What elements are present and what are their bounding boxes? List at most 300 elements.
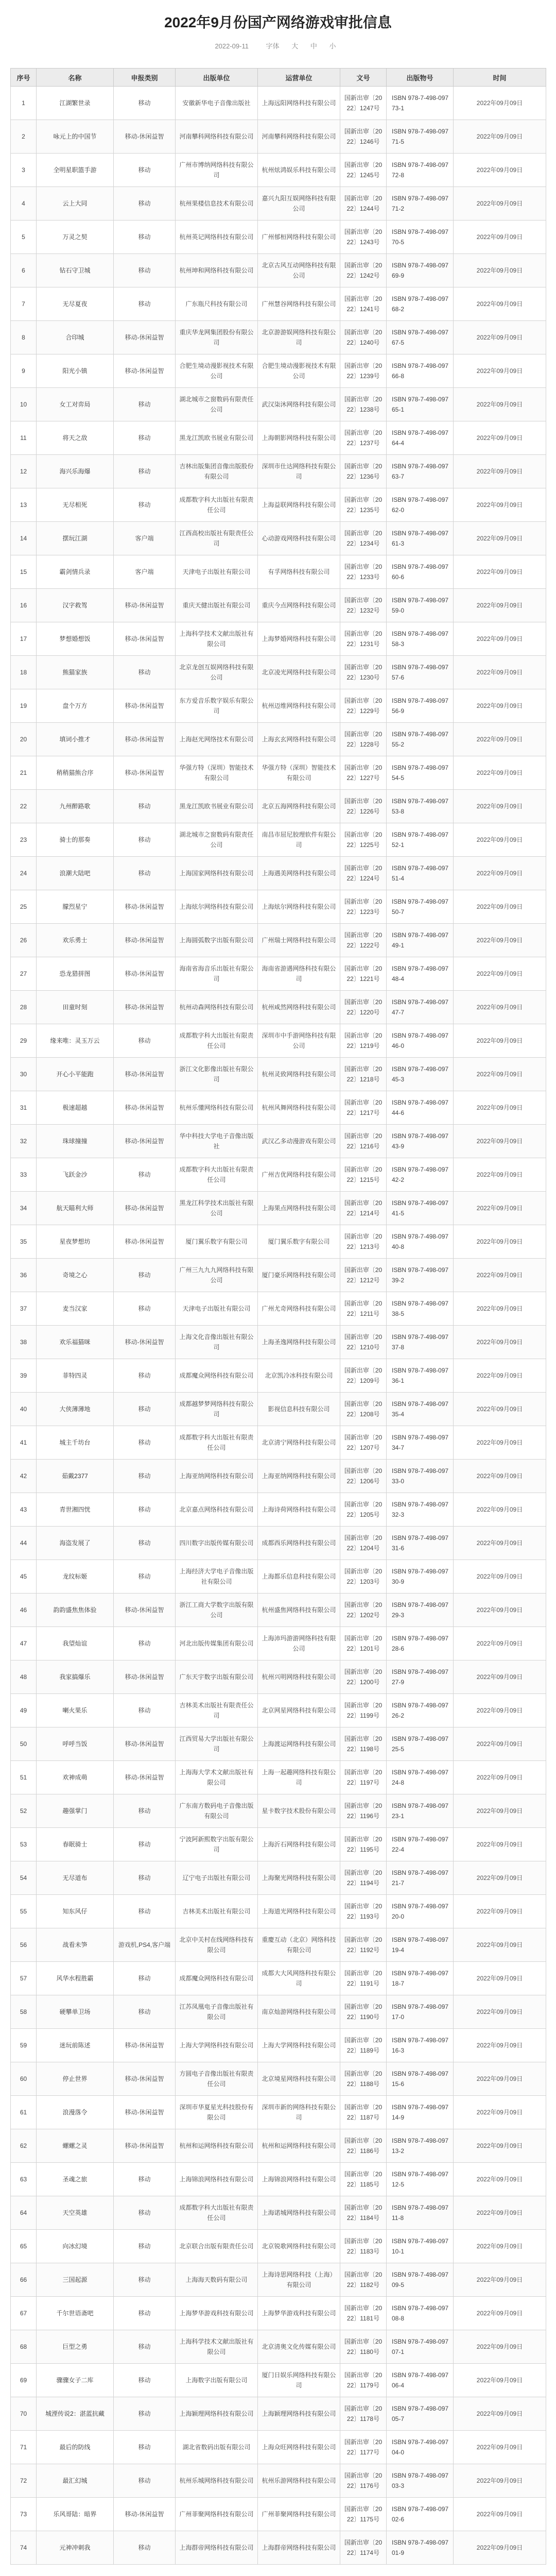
cell-name: 硬攀单卫场: [37, 1995, 114, 2029]
table-row: [11, 2498, 546, 2531]
cell-no: 74: [11, 2531, 37, 2565]
cell-no: 13: [11, 488, 37, 522]
font-size-mid-button[interactable]: 中: [310, 42, 317, 50]
cell-name: 全明星职篮手游: [37, 154, 114, 187]
cell-name: 海盗发展了: [37, 1527, 114, 1560]
cell-isbn: ISBN 978-7-498-09748-4: [387, 957, 454, 991]
table-row: [11, 1660, 546, 1694]
cell-document-number: 国新出审〔2022〕1236号: [340, 455, 387, 488]
cell-isbn: ISBN 978-7-498-09756-9: [387, 689, 454, 723]
cell-date: 2022年09月09日: [454, 555, 546, 589]
cell-type: 移动: [114, 455, 176, 488]
cell-type: 移动-休闲益智: [114, 1192, 176, 1225]
cell-no: 18: [11, 656, 37, 689]
cell-type: 移动-休闲益智: [114, 890, 176, 924]
cell-isbn: ISBN 978-7-498-09757-6: [387, 656, 454, 689]
cell-name: 汉字救驾: [37, 589, 114, 622]
cell-operator: 上海渡运网络科技有限公司: [258, 1727, 340, 1761]
cell-document-number: 国新出审〔2022〕1206号: [340, 1460, 387, 1493]
cell-date: 2022年09月09日: [454, 221, 546, 254]
table-row: [11, 388, 546, 421]
cell-name: 熊猫家族: [37, 656, 114, 689]
table-row: [11, 991, 546, 1024]
cell-no: 50: [11, 1727, 37, 1761]
cell-no: 59: [11, 2029, 37, 2062]
cell-date: 2022年09月09日: [454, 622, 546, 656]
table-row: [11, 890, 546, 924]
cell-operator: 河南攀科网络科技有限公司: [258, 120, 340, 154]
cell-isbn: ISBN 978-7-498-09773-1: [387, 87, 454, 120]
cell-name: 骑士的那奏: [37, 823, 114, 857]
cell-type: 移动-休闲益智: [114, 1225, 176, 1259]
cell-operator: 上海沛玛游游网络科技有限公司: [258, 1627, 340, 1660]
cell-document-number: 国新出审〔2022〕1205号: [340, 1493, 387, 1527]
cell-publisher: 广州菲聚网络科技有限公司: [176, 2498, 258, 2531]
cell-date: 2022年09月09日: [454, 1962, 546, 1995]
cell-name: 战看未笋: [37, 1928, 114, 1962]
cell-no: 71: [11, 2431, 37, 2464]
cell-no: 16: [11, 589, 37, 622]
table-row: [11, 187, 546, 221]
cell-document-number: 国新出审〔2022〕1192号: [340, 1928, 387, 1962]
cell-date: 2022年09月09日: [454, 2464, 546, 2498]
cell-no: 40: [11, 1393, 37, 1426]
table-row: [11, 2431, 546, 2464]
cell-operator: 杭州灵致网络科技有限公司: [258, 1058, 340, 1091]
table-body: [11, 87, 546, 2565]
cell-operator: 华强方特（深圳）智能技术有限公司: [258, 756, 340, 790]
cell-document-number: 国新出审〔2022〕1209号: [340, 1359, 387, 1393]
cell-isbn: ISBN 978-7-498-09733-0: [387, 1460, 454, 1493]
table-row: [11, 1225, 546, 1259]
cell-type: 移动: [114, 857, 176, 890]
table-row: [11, 823, 546, 857]
cell-date: 2022年09月09日: [454, 1259, 546, 1292]
cell-type: 移动: [114, 221, 176, 254]
cell-operator: 北京锐歌网络科技有限公司: [258, 2230, 340, 2263]
cell-no: 73: [11, 2498, 37, 2531]
approval-table: [10, 68, 546, 2565]
cell-date: 2022年09月09日: [454, 2397, 546, 2431]
cell-date: 2022年09月09日: [454, 1359, 546, 1393]
cell-no: 22: [11, 790, 37, 823]
cell-operator: 广州瑞士网络科技有限公司: [258, 924, 340, 957]
table-row: [11, 321, 546, 354]
cell-isbn: ISBN 978-7-498-09720-0: [387, 1895, 454, 1928]
cell-publisher: 杭州果楼信息技术有限公司: [176, 187, 258, 221]
cell-name: 菲特四灵: [37, 1359, 114, 1393]
cell-operator: 杭州乐游网络科技有限公司: [258, 2464, 340, 2498]
cell-document-number: 国新出审〔2022〕1195号: [340, 1828, 387, 1861]
cell-operator: 上海炫尔网络科技有限公司: [258, 890, 340, 924]
cell-type: 移动-休闲益智: [114, 2096, 176, 2129]
cell-name: 九州醉路歌: [37, 790, 114, 823]
cell-date: 2022年09月09日: [454, 1058, 546, 1091]
table-row: [11, 1694, 546, 1727]
table-row: [11, 354, 546, 388]
cell-date: 2022年09月09日: [454, 455, 546, 488]
cell-document-number: 国新出审〔2022〕1184号: [340, 2196, 387, 2230]
cell-document-number: 国新出审〔2022〕1186号: [340, 2129, 387, 2163]
cell-name: 无尽夏夜: [37, 287, 114, 321]
cell-date: 2022年09月09日: [454, 2263, 546, 2297]
cell-no: 19: [11, 689, 37, 723]
cell-isbn: ISBN 978-7-498-09752-1: [387, 823, 454, 857]
cell-date: 2022年09月09日: [454, 321, 546, 354]
cell-publisher: 河北出版传媒集团有限公司: [176, 1627, 258, 1660]
cell-name: 星夜梦想坊: [37, 1225, 114, 1259]
cell-publisher: 四川数字出版传媒有限公司: [176, 1527, 258, 1560]
cell-document-number: 国新出审〔2022〕1226号: [340, 790, 387, 823]
cell-date: 2022年09月09日: [454, 857, 546, 890]
cell-publisher: 合肥生境动漫影视技术有限公司: [176, 354, 258, 388]
table-row: [11, 1828, 546, 1861]
cell-operator: 杭州盛焦网络科技有限公司: [258, 1594, 340, 1627]
cell-date: 2022年09月09日: [454, 1493, 546, 1527]
cell-publisher: 上海文化音像出版社有限公司: [176, 1326, 258, 1359]
cell-date: 2022年09月09日: [454, 2297, 546, 2330]
table-row: [11, 254, 546, 287]
header-type: 申报类别: [114, 69, 176, 87]
cell-no: 29: [11, 1024, 37, 1058]
cell-no: 42: [11, 1460, 37, 1493]
table-row: [11, 1594, 546, 1627]
cell-name: 江湖繁世录: [37, 87, 114, 120]
cell-publisher: 广东瓶尺科技有限公司: [176, 287, 258, 321]
cell-type: 移动: [114, 1359, 176, 1393]
cell-operator: 成都大大风网络科技有限公司: [258, 1962, 340, 1995]
table-row: [11, 221, 546, 254]
cell-no: 6: [11, 254, 37, 287]
cell-date: 2022年09月09日: [454, 1125, 546, 1158]
cell-date: 2022年09月09日: [454, 2029, 546, 2062]
cell-document-number: 国新出审〔2022〕1221号: [340, 957, 387, 991]
table-row: [11, 1125, 546, 1158]
cell-type: 移动: [114, 1527, 176, 1560]
cell-publisher: 重庆华龙网集团股份有限公司: [176, 321, 258, 354]
cell-name: 女工对弈局: [37, 388, 114, 421]
cell-operator: 嘉兴九阳互娱网络科技有限公司: [258, 187, 340, 221]
cell-operator: 上海诗思网络科技（上海）有限公司: [258, 2263, 340, 2297]
cell-publisher: 杭州坤和网络科技有限公司: [176, 254, 258, 287]
cell-publisher: 上海颖理网络科技有限公司: [176, 2397, 258, 2431]
cell-publisher: 上海经济大学电子音像出版社有限公司: [176, 1560, 258, 1594]
cell-operator: 上海道光网络科技有限公司: [258, 1895, 340, 1928]
cell-isbn: ISBN 978-7-498-09717-0: [387, 1995, 454, 2029]
cell-operator: 杭州和运网络科技有限公司: [258, 2129, 340, 2163]
cell-name: 摆玩江湖: [37, 522, 114, 555]
cell-operator: 心动游戏网络科技有限公司: [258, 522, 340, 555]
cell-date: 2022年09月09日: [454, 2062, 546, 2096]
cell-type: 移动: [114, 87, 176, 120]
cell-name: 万灵之契: [37, 221, 114, 254]
cell-isbn: ISBN 978-7-498-09727-9: [387, 1660, 454, 1694]
cell-document-number: 国新出审〔2022〕1244号: [340, 187, 387, 221]
cell-document-number: 国新出审〔2022〕1210号: [340, 1326, 387, 1359]
cell-name: 咏元上的中国节: [37, 120, 114, 154]
cell-document-number: 国新出审〔2022〕1232号: [340, 589, 387, 622]
cell-publisher: 成都越梦梦网络科技有限公司: [176, 1393, 258, 1426]
cell-type: 移动-休闲益智: [114, 1326, 176, 1359]
cell-document-number: 国新出审〔2022〕1196号: [340, 1794, 387, 1828]
cell-isbn: ISBN 978-7-498-09770-5: [387, 221, 454, 254]
cell-type: 移动: [114, 1995, 176, 2029]
cell-type: 客户端: [114, 522, 176, 555]
cell-type: 客户端: [114, 555, 176, 589]
cell-operator: 上海梦华游戏科技有限公司: [258, 2297, 340, 2330]
cell-no: 67: [11, 2297, 37, 2330]
table-row: [11, 2397, 546, 2431]
cell-type: 移动: [114, 154, 176, 187]
cell-no: 23: [11, 823, 37, 857]
header-name: 名称: [37, 69, 114, 87]
cell-publisher: 成都数字科大出版社有限责任公司: [176, 1158, 258, 1192]
cell-isbn: ISBN 978-7-498-09760-6: [387, 555, 454, 589]
cell-document-number: 国新出审〔2022〕1193号: [340, 1895, 387, 1928]
cell-document-number: 国新出审〔2022〕1203号: [340, 1560, 387, 1594]
cell-no: 69: [11, 2364, 37, 2397]
cell-operator: 上海聚光网络科技有限公司: [258, 1861, 340, 1895]
cell-no: 48: [11, 1660, 37, 1694]
cell-name: 我家搞爆乐: [37, 1660, 114, 1694]
cell-date: 2022年09月09日: [454, 388, 546, 421]
cell-operator: 南昌市屈尼胶理软件有限公司: [258, 823, 340, 857]
cell-isbn: ISBN 978-7-498-09746-0: [387, 1024, 454, 1058]
cell-name: 欢乐勇士: [37, 924, 114, 957]
cell-operator: 深圳市中手游网络科技有限公司: [258, 1024, 340, 1058]
cell-no: 38: [11, 1326, 37, 1359]
cell-date: 2022年09月09日: [454, 890, 546, 924]
cell-name: 千尔世语斋吧: [37, 2297, 114, 2330]
cell-operator: 上海诺城网络科技有限公司: [258, 2196, 340, 2230]
cell-name: 海兴乐海爆: [37, 455, 114, 488]
table-row: [11, 1393, 546, 1426]
header-isbn: 出版物号: [387, 69, 454, 87]
cell-type: 移动: [114, 1694, 176, 1727]
cell-name: 开心小平能跑: [37, 1058, 114, 1091]
cell-publisher: 成都数字科大出版社有限责任公司: [176, 488, 258, 522]
cell-operator: 广州尤奇网络科技有限公司: [258, 1292, 340, 1326]
cell-operator: 武汉柒沐网络科技有限公司: [258, 388, 340, 421]
cell-date: 2022年09月09日: [454, 1460, 546, 1493]
font-size-small-button[interactable]: 小: [329, 42, 336, 50]
cell-document-number: 国新出审〔2022〕1224号: [340, 857, 387, 890]
cell-document-number: 国新出审〔2022〕1183号: [340, 2230, 387, 2263]
table-row: [11, 1794, 546, 1828]
cell-type: 移动-休闲益智: [114, 622, 176, 656]
cell-document-number: 国新出审〔2022〕1231号: [340, 622, 387, 656]
cell-isbn: ISBN 978-7-498-09709-5: [387, 2263, 454, 2297]
cell-isbn: ISBN 978-7-498-09725-5: [387, 1727, 454, 1761]
table-row: [11, 555, 546, 589]
cell-name: 春眠骑士: [37, 1828, 114, 1861]
cell-date: 2022年09月09日: [454, 1627, 546, 1660]
cell-no: 72: [11, 2464, 37, 2498]
cell-date: 2022年09月09日: [454, 87, 546, 120]
cell-no: 32: [11, 1125, 37, 1158]
cell-document-number: 国新出审〔2022〕1235号: [340, 488, 387, 522]
cell-type: 移动: [114, 1861, 176, 1895]
cell-isbn: ISBN 978-7-498-09771-2: [387, 187, 454, 221]
table-row: [11, 2297, 546, 2330]
table-row: [11, 589, 546, 622]
table-row: [11, 1259, 546, 1292]
header-date: 时间: [454, 69, 546, 87]
cell-isbn: ISBN 978-7-498-09710-1: [387, 2230, 454, 2263]
cell-publisher: 广东天宇数字出版有限公司: [176, 1660, 258, 1694]
cell-no: 36: [11, 1259, 37, 1292]
font-size-control: [261, 42, 341, 50]
cell-publisher: 上海科学技术文献出版社有限公司: [176, 2330, 258, 2364]
cell-publisher: 湖北城市之窗数码有限责任公司: [176, 823, 258, 857]
cell-document-number: 国新出审〔2022〕1247号: [340, 87, 387, 120]
cell-date: 2022年09月09日: [454, 723, 546, 756]
cell-name: 大侠薄薄地: [37, 1393, 114, 1426]
cell-operator: 广州菲聚网络科技有限公司: [258, 2498, 340, 2531]
cell-isbn: ISBN 978-7-498-09743-9: [387, 1125, 454, 1158]
cell-publisher: 杭州和运网络科技有限公司: [176, 2129, 258, 2163]
cell-date: 2022年09月09日: [454, 2498, 546, 2531]
cell-document-number: 国新出审〔2022〕1217号: [340, 1091, 387, 1125]
cell-isbn: ISBN 978-7-498-09705-7: [387, 2397, 454, 2431]
table-row: [11, 1761, 546, 1794]
cell-date: 2022年09月09日: [454, 154, 546, 187]
cell-type: 移动: [114, 2297, 176, 2330]
cell-document-number: 国新出审〔2022〕1218号: [340, 1058, 387, 1091]
cell-date: 2022年09月09日: [454, 656, 546, 689]
cell-publisher: 湖北城市之窗数码有限责任公司: [176, 388, 258, 421]
table-row: [11, 87, 546, 120]
cell-name: 最汇幻城: [37, 2464, 114, 2498]
cell-no: 54: [11, 1861, 37, 1895]
cell-date: 2022年09月09日: [454, 991, 546, 1024]
cell-operator: 上海远阳网络科技有限公司: [258, 87, 340, 120]
cell-no: 37: [11, 1292, 37, 1326]
cell-publisher: 吉林出版集团音像出版股份有限公司: [176, 455, 258, 488]
cell-name: 停止世界: [37, 2062, 114, 2096]
cell-name: 最后的防线: [37, 2431, 114, 2464]
cell-document-number: 国新出审〔2022〕1233号: [340, 555, 387, 589]
cell-no: 66: [11, 2263, 37, 2297]
cell-type: 移动: [114, 2263, 176, 2297]
cell-document-number: 国新出审〔2022〕1189号: [340, 2029, 387, 2062]
cell-document-number: 国新出审〔2022〕1197号: [340, 1761, 387, 1794]
cell-document-number: 国新出审〔2022〕1241号: [340, 287, 387, 321]
cell-no: 52: [11, 1794, 37, 1828]
cell-document-number: 国新出审〔2022〕1182号: [340, 2263, 387, 2297]
cell-operator: 北京五海网络科技有限公司: [258, 790, 340, 823]
cell-type: 移动-休闲益智: [114, 756, 176, 790]
cell-isbn: ISBN 978-7-498-09731-6: [387, 1527, 454, 1560]
cell-type: 移动-休闲益智: [114, 589, 176, 622]
cell-operator: 上海圣逸网络科技有限公司: [258, 1326, 340, 1359]
cell-operator: 广州郁桓网络科技有限公司: [258, 221, 340, 254]
cell-type: 移动-休闲益智: [114, 2129, 176, 2163]
cell-isbn: ISBN 978-7-498-09739-2: [387, 1259, 454, 1292]
cell-name: 趣强掌门: [37, 1794, 114, 1828]
cell-document-number: 国新出审〔2022〕1225号: [340, 823, 387, 857]
cell-document-number: 国新出审〔2022〕1174号: [340, 2531, 387, 2565]
cell-date: 2022年09月09日: [454, 2096, 546, 2129]
cell-date: 2022年09月09日: [454, 2330, 546, 2364]
cell-date: 2022年09月09日: [454, 1995, 546, 2029]
cell-publisher: 上海海天数码有限公司: [176, 2263, 258, 2297]
cell-publisher: 华中科技大学电子音像出版社: [176, 1125, 258, 1158]
cell-no: 58: [11, 1995, 37, 2029]
cell-name: 梦想婚想饭: [37, 622, 114, 656]
cell-publisher: 江西高校出版社有限责任公司: [176, 522, 258, 555]
cell-no: 7: [11, 287, 37, 321]
cell-isbn: ISBN 978-7-498-09759-0: [387, 589, 454, 622]
cell-operator: 北京凯冷冰科技有限公司: [258, 1359, 340, 1393]
cell-isbn: ISBN 978-7-498-09718-7: [387, 1962, 454, 1995]
cell-no: 24: [11, 857, 37, 890]
font-size-big-button[interactable]: 大: [291, 42, 299, 50]
cell-name: 螺螺之灵: [37, 2129, 114, 2163]
cell-type: 移动: [114, 1259, 176, 1292]
cell-operator: 北京游游娱网络科技有限公司: [258, 321, 340, 354]
table-row: [11, 1560, 546, 1594]
cell-isbn: ISBN 978-7-498-09744-6: [387, 1091, 454, 1125]
table-row: [11, 924, 546, 957]
table-row: [11, 1058, 546, 1091]
cell-name: 茹戴2377: [37, 1460, 114, 1493]
cell-publisher: 杭州乐城网络科技有限公司: [176, 2464, 258, 2498]
cell-isbn: ISBN 978-7-498-09749-1: [387, 924, 454, 957]
cell-isbn: ISBN 978-7-498-09715-6: [387, 2062, 454, 2096]
cell-no: 60: [11, 2062, 37, 2096]
cell-no: 63: [11, 2163, 37, 2196]
cell-type: 移动-休闲益智: [114, 1727, 176, 1761]
cell-operator: 上海锦浪网络科技有限公司: [258, 2163, 340, 2196]
table-row: [11, 1928, 546, 1962]
cell-name: 无尽相死: [37, 488, 114, 522]
cell-publisher: 黑龙江科学技术出版社有限公司: [176, 1192, 258, 1225]
header-document-number: 文号: [340, 69, 387, 87]
cell-operator: 上海诗荷网络科技有限公司: [258, 1493, 340, 1527]
cell-publisher: 北京联合出版有限责任公司: [176, 2230, 258, 2263]
article-meta: [0, 41, 556, 52]
cell-type: 移动: [114, 187, 176, 221]
cell-operator: 上海遇美网络科技有限公司: [258, 857, 340, 890]
cell-document-number: 国新出审〔2022〕1243号: [340, 221, 387, 254]
cell-operator: 上海沂石网络科技有限公司: [258, 1828, 340, 1861]
cell-operator: 上海都乐信息科技有限公司: [258, 1560, 340, 1594]
cell-name: 合印城: [37, 321, 114, 354]
cell-date: 2022年09月09日: [454, 2364, 546, 2397]
table-header-row: [11, 69, 546, 87]
table-row: [11, 2062, 546, 2096]
table-row: [11, 421, 546, 455]
cell-isbn: ISBN 978-7-498-09716-3: [387, 2029, 454, 2062]
table-row: [11, 1426, 546, 1460]
cell-no: 17: [11, 622, 37, 656]
cell-operator: 上海群帝网络科技有限公司: [258, 2531, 340, 2565]
cell-isbn: ISBN 978-7-498-09755-2: [387, 723, 454, 756]
cell-publisher: 江苏凤凰电子音像出版社有限公司: [176, 1995, 258, 2029]
table-row: [11, 2096, 546, 2129]
table-row: [11, 2330, 546, 2364]
cell-name: 阳光小镇: [37, 354, 114, 388]
cell-isbn: ISBN 978-7-498-09726-2: [387, 1694, 454, 1727]
table-row: [11, 488, 546, 522]
cell-date: 2022年09月09日: [454, 689, 546, 723]
cell-isbn: ISBN 978-7-498-09732-3: [387, 1493, 454, 1527]
cell-date: 2022年09月09日: [454, 1794, 546, 1828]
table-row: [11, 756, 546, 790]
cell-name: 我望灿谊: [37, 1627, 114, 1660]
cell-date: 2022年09月09日: [454, 1192, 546, 1225]
